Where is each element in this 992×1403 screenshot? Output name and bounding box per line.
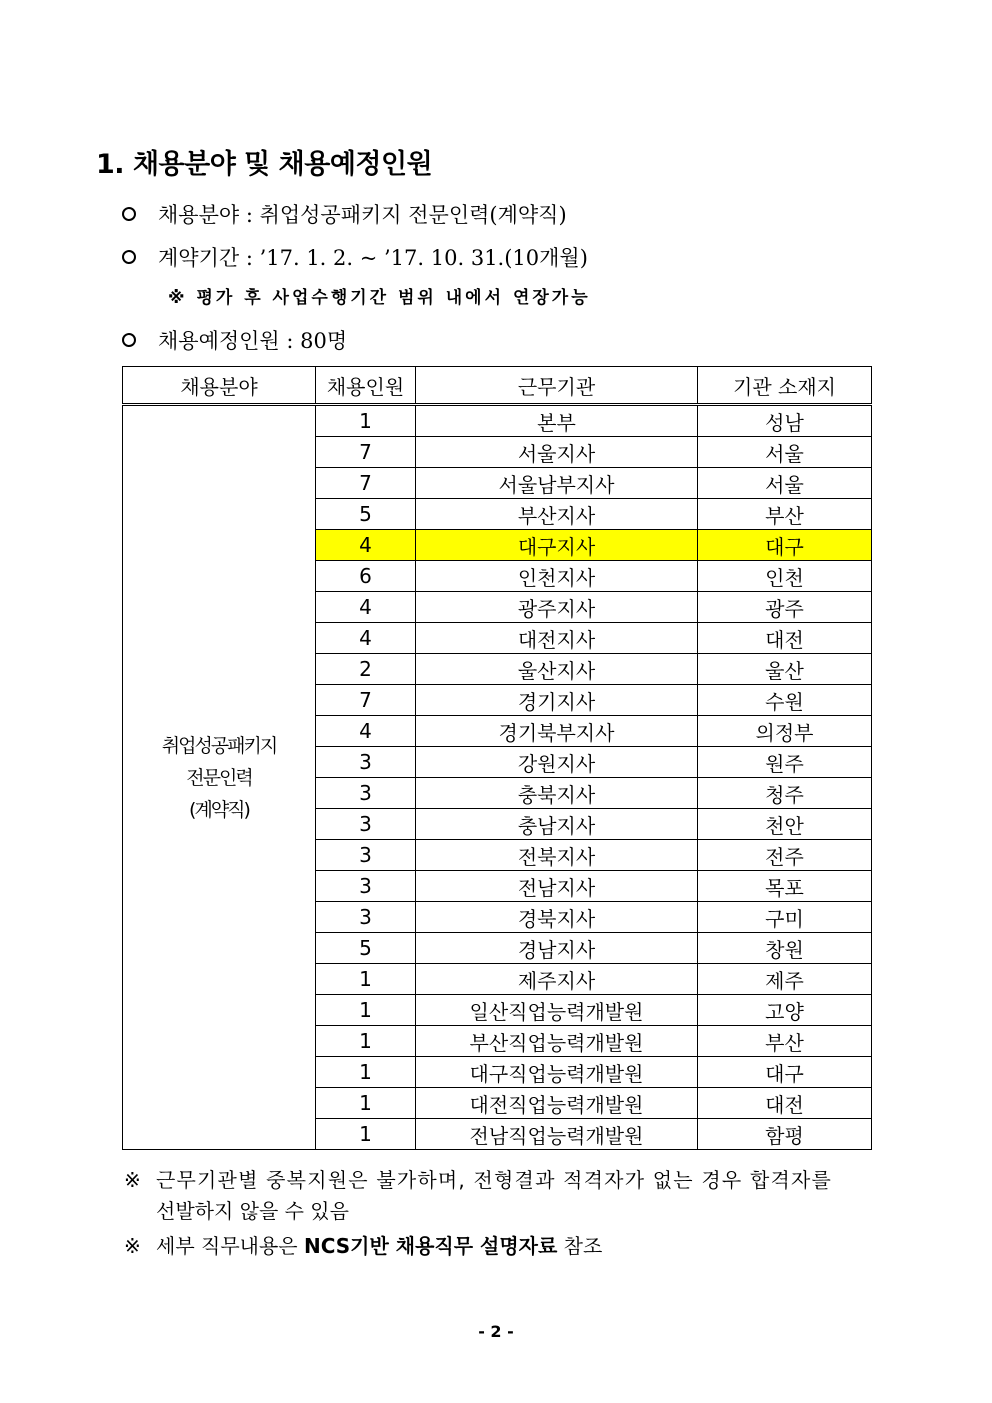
location-cell: 목포 [698,871,872,902]
count-cell: 1 [316,1026,416,1057]
office-cell: 경기지사 [416,685,698,716]
bullet-text: 채용분야 : 취업성공패키지 전문인력(계약직) [158,203,567,227]
office-cell: 전남지사 [416,871,698,902]
field-line: 전문인력 [186,766,252,789]
office-cell: 인천지사 [416,561,698,592]
location-cell: 서울 [698,468,872,499]
table-row [123,405,872,437]
location-cell: 원주 [698,747,872,778]
location-cell: 의정부 [698,716,872,747]
location-cell: 대구 [698,1057,872,1088]
field-cell [123,405,316,1150]
office-cell: 광주지사 [416,592,698,623]
count-cell: 1 [316,1119,416,1150]
office-cell: 일산직업능력개발원 [416,995,698,1026]
location-cell: 제주 [698,964,872,995]
count-cell: 1 [316,1057,416,1088]
location-cell: 대구 [698,530,872,561]
count-cell: 7 [316,437,416,468]
location-cell: 부산 [698,499,872,530]
field-line: 취업성공패키지 [161,734,277,757]
count-cell: 2 [316,654,416,685]
count-cell: 1 [316,1088,416,1119]
header-location: 기관 소재지 [698,367,872,405]
note-job-details [124,1230,602,1259]
count-cell: 6 [316,561,416,592]
location-cell: 대전 [698,623,872,654]
location-cell: 전주 [698,840,872,871]
office-cell: 대전지사 [416,623,698,654]
recruitment-table [122,366,872,1150]
note-duplicate-application-cont: 선발하지 않을 수 있음 [156,1199,349,1223]
office-cell: 대구지사 [416,530,698,561]
count-cell: 1 [316,995,416,1026]
bullet-planned-headcount [122,325,347,355]
location-cell: 수원 [698,685,872,716]
header-field: 채용분야 [123,367,316,405]
count-cell: 5 [316,933,416,964]
page-number: - 2 - [478,1322,514,1341]
note-mark: ※ [124,1168,141,1192]
count-cell: 1 [316,964,416,995]
count-cell: 3 [316,778,416,809]
circle-bullet-icon [122,250,136,264]
circle-bullet-icon [122,207,136,221]
header-office: 근무기관 [416,367,698,405]
location-cell: 천안 [698,809,872,840]
office-cell: 서울지사 [416,437,698,468]
count-cell: 3 [316,747,416,778]
count-cell: 7 [316,685,416,716]
location-cell: 부산 [698,1026,872,1057]
location-cell: 대전 [698,1088,872,1119]
location-cell: 인천 [698,561,872,592]
office-cell: 전북지사 [416,840,698,871]
count-cell: 3 [316,902,416,933]
note-suffix: 참조 [557,1234,603,1258]
field-line: (계약직) [189,798,249,821]
office-cell: 제주지사 [416,964,698,995]
note-text: 근무기관별 중복지원은 불가하며, 전형결과 적격자가 없는 경우 합격자를 [156,1168,833,1192]
header-count: 채용인원 [316,367,416,405]
bullet-contract-period [122,242,588,272]
location-cell: 청주 [698,778,872,809]
note-prefix: 세부 직무내용은 [156,1234,304,1258]
office-cell: 울산지사 [416,654,698,685]
location-cell: 성남 [698,405,872,437]
bullet-text: 계약기간 : ’17. 1. 2. ~ ’17. 10. 31.(10개월) [158,246,588,270]
office-cell: 부산지사 [416,499,698,530]
location-cell: 함평 [698,1119,872,1150]
location-cell: 고양 [698,995,872,1026]
office-cell: 대구직업능력개발원 [416,1057,698,1088]
count-cell: 3 [316,809,416,840]
count-cell: 3 [316,840,416,871]
office-cell: 충남지사 [416,809,698,840]
extension-note: ※ 평가 후 사업수행기간 범위 내에서 연장가능 [168,288,591,308]
location-cell: 서울 [698,437,872,468]
table-body [123,405,872,1150]
office-cell: 본부 [416,405,698,437]
count-cell: 4 [316,530,416,561]
count-cell: 1 [316,405,416,437]
count-cell: 3 [316,871,416,902]
location-cell: 창원 [698,933,872,964]
circle-bullet-icon [122,333,136,347]
office-cell: 부산직업능력개발원 [416,1026,698,1057]
count-cell: 4 [316,592,416,623]
office-cell: 전남직업능력개발원 [416,1119,698,1150]
office-cell: 충북지사 [416,778,698,809]
location-cell: 광주 [698,592,872,623]
bullet-text: 채용예정인원 : 80명 [158,329,348,353]
office-cell: 경남지사 [416,933,698,964]
section-title: 1. 채용분야 및 채용예정인원 [96,149,433,180]
office-cell: 경북지사 [416,902,698,933]
count-cell: 4 [316,623,416,654]
office-cell: 서울남부지사 [416,468,698,499]
note-bold-reference: NCS기반 채용직무 설명자료 [303,1234,558,1258]
note-duplicate-application [124,1164,832,1193]
note-mark: ※ [124,1234,141,1258]
location-cell: 구미 [698,902,872,933]
location-cell: 울산 [698,654,872,685]
office-cell: 경기북부지사 [416,716,698,747]
office-cell: 대전직업능력개발원 [416,1088,698,1119]
count-cell: 4 [316,716,416,747]
count-cell: 5 [316,499,416,530]
office-cell: 강원지사 [416,747,698,778]
bullet-recruit-field [122,199,567,229]
count-cell: 7 [316,468,416,499]
